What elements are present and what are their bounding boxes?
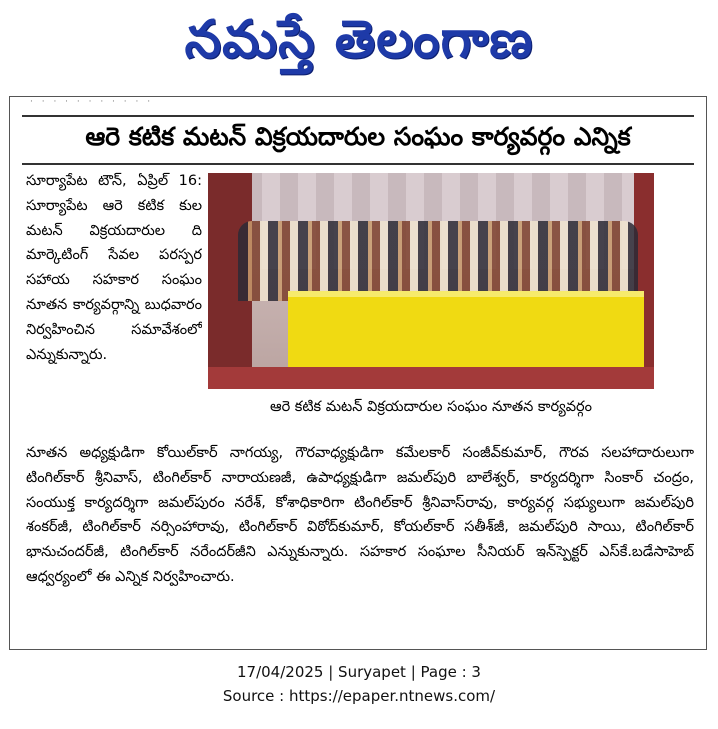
photo-people-group [238, 221, 638, 301]
headline-rule-top [22, 115, 694, 117]
lead-paragraph: సూర్యాపేట టౌన్, ఏప్రిల్ 16: సూర్యాపేట ఆరె కటిక కుల మటన్ విక్రయదారుల ది మార్కెటింగ్ సేవల పరస్పర సహాయ సహకార సంఘం నూతన కార్యవర్గాన్ని బుధవారం నిర్వహించిన సమావేశంలో ఎన్నుకున్నారు. [26, 173, 202, 363]
footer-date-edition: 17/04/2025 | Suryapet | Page : 3 [237, 663, 481, 681]
article-clipping [9, 96, 707, 650]
clipped-text-fragment: · · · · · · · · · · · [30, 97, 154, 107]
masthead-logo: నమస్తే తెలంగాణ [184, 10, 534, 70]
photo-floor [208, 367, 654, 389]
body-paragraph: నూతన అధ్యక్షుడిగా కోయిల్‌కార్ నాగయ్య, గౌరవాధ్యక్షుడిగా కమేలకార్ సంజీవ్‌కుమార్, గౌరవ సలహాదారులుగా టింగిల్‌కార్ శ్రీనివాస్, టింగిల్‌కార్ నారాయణజీ, ఉపాధ్యక్షుడిగా జమల్‌పురి బాలేశ్వర్, కార్యదర్శిగా సింకార్ చంద్రం, సంయుక్త కార్యదర్శిగా జమల్‌పురం నరేశ్, కోశాధికారిగా టింగిల్‌కార్ శ్రీనివాస్‌రావు, కార్యవర్గ సభ్యులుగా జమల్‌పురి శంకర్‌జీ, టింగిల్‌కార్ నర్సింహారావు, టింగిల్‌కార్ విఠోద్‌కుమార్, కోయల్‌కార్ సతీశ్‌జీ, జమల్‌పురి సాయి, టింగిల్‌కార్ భానుచందర్‌జీ, టింగిల్‌కార్ నరేందర్‌జీని ఎన్నుకున్నారు. సహకార సంఘాల సీనియర్ ఇన్‌స్పెక్టర్ ఎస్‌కే.బడేసాహెబ్ ఆధ్వర్యంలో ఈ ఎన్నిక నిర్వహించారు. [26, 445, 694, 585]
photo-yellow-table [288, 297, 644, 367]
article-lead-column [26, 169, 202, 439]
newspaper-masthead [0, 0, 718, 80]
article-headline: ఆరె కటిక మటన్ విక్రయదారుల సంఘం కార్యవర్గం ఎన్నిక [85, 122, 631, 151]
source-footer [0, 660, 718, 720]
group-photo [208, 173, 654, 389]
footer-source-link[interactable]: Source : https://epaper.ntnews.com/ [222, 687, 496, 705]
headline-rule-bottom [22, 163, 694, 165]
photo-caption: ఆరె కటిక మటన్ విక్రయదారుల సంఘం నూతన కార్యవర్గం [270, 399, 592, 415]
article-body [26, 441, 694, 637]
